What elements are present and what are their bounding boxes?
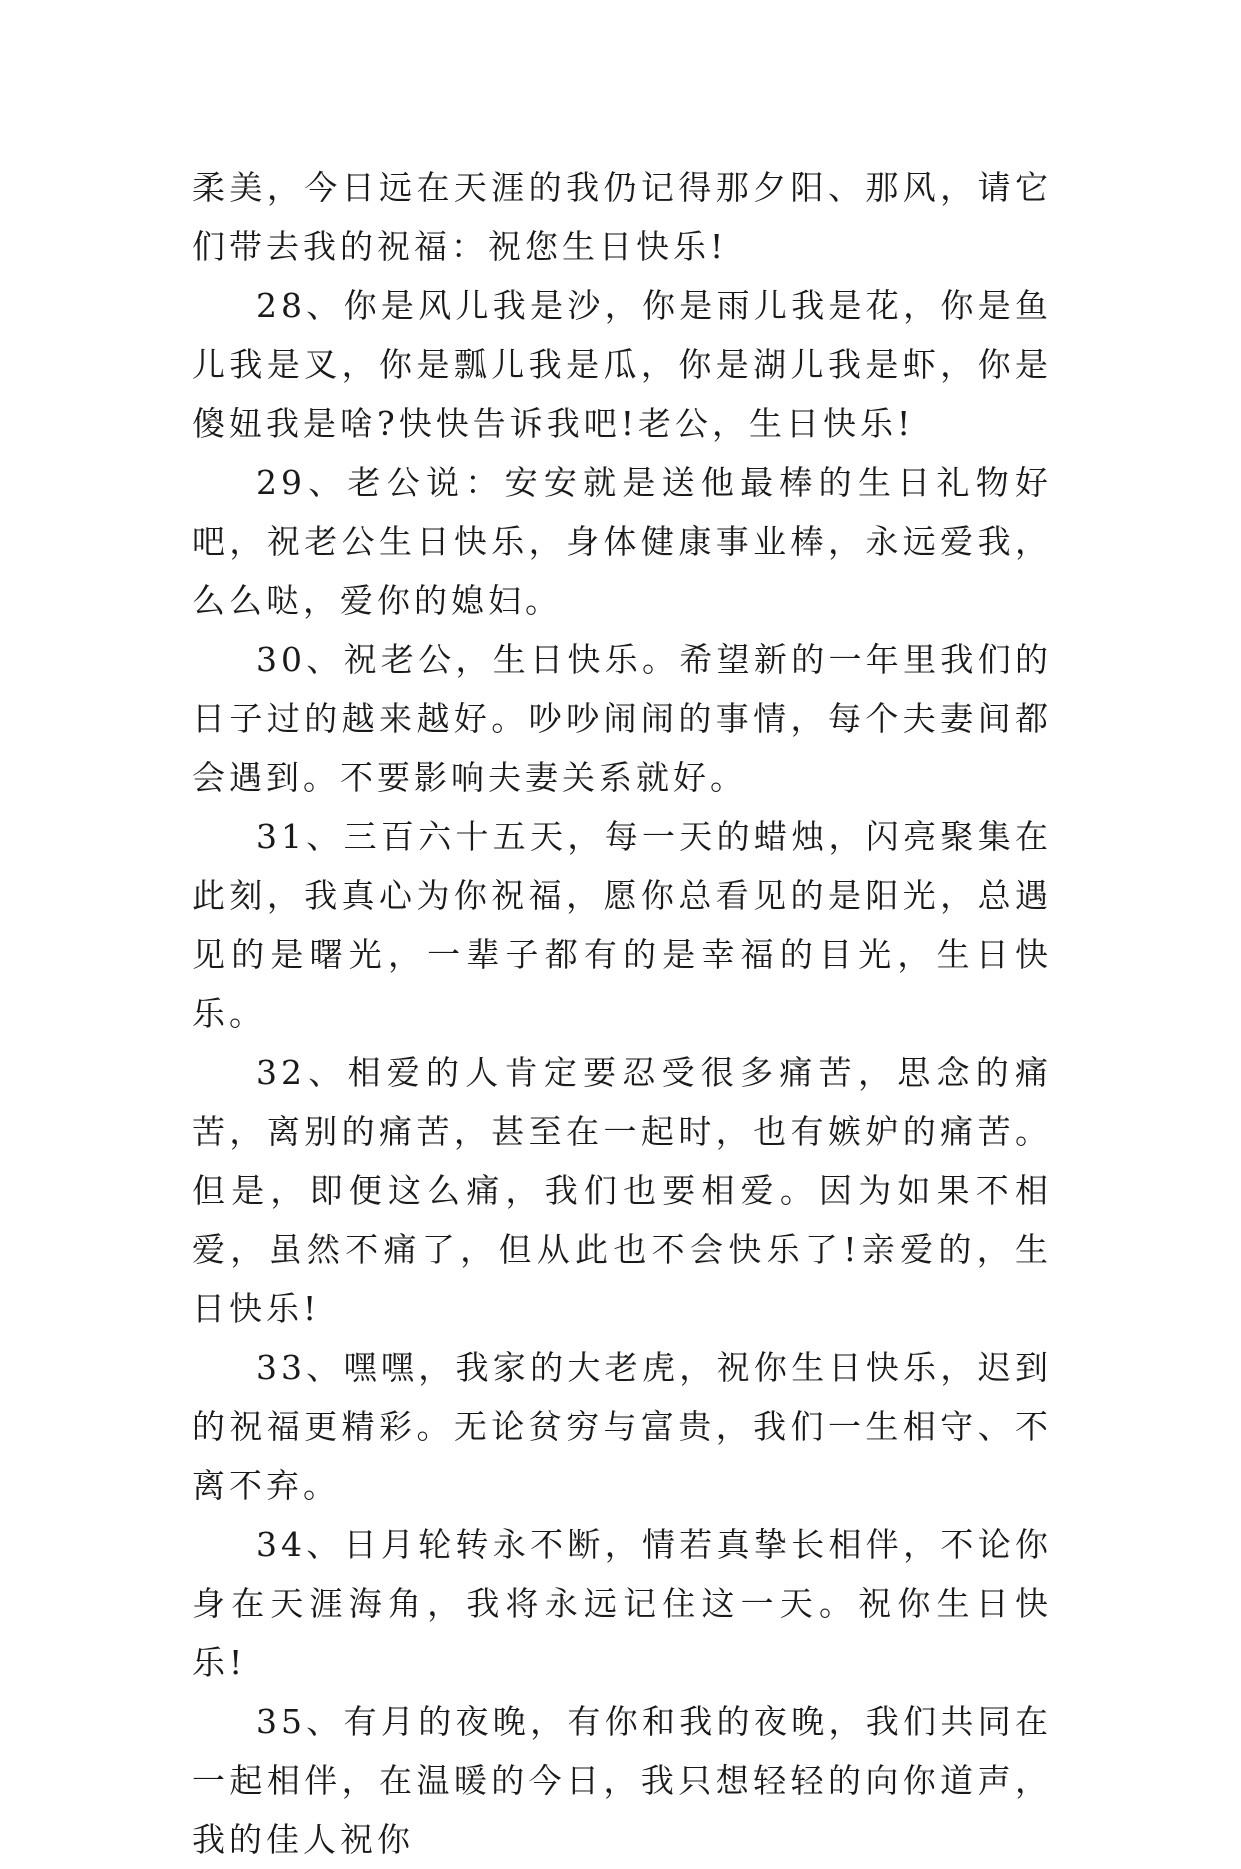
document-body [192, 158, 1052, 1869]
paragraph-34: 34、日月轮转永不断，情若真挚长相伴，不论你身在天涯海角，我将永远记住这一天。祝你生日快乐! [192, 1525, 1052, 1682]
paragraph-32: 32、相爱的人肯定要忍受很多痛苦，思念的痛苦，离别的痛苦，甚至在一起时，也有嫉妒的痛苦。但是，即便这么痛，我们也要相爱。因为如果不相爱，虽然不痛了，但从此也不会快乐了!亲爱的，生日快乐! [192, 1053, 1052, 1328]
paragraph-35: 35、有月的夜晚，有你和我的夜晚，我们共同在一起相伴，在温暖的今日，我只想轻轻的向你道声，我的佳人祝你 [192, 1702, 1052, 1859]
paragraph-29: 29、老公说：安安就是送他最棒的生日礼物好吧，祝老公生日快乐，身体健康事业棒，永远爱我，么么哒，爱你的媳妇。 [192, 463, 1052, 620]
paragraph-continuation: 柔美，今日远在天涯的我仍记得那夕阳、那风，请它们带去我的祝福：祝您生日快乐! [192, 168, 1052, 266]
paragraph-28: 28、你是风儿我是沙，你是雨儿我是花，你是鱼儿我是叉，你是瓢儿我是瓜，你是湖儿我是虾，你是傻妞我是啥?快快告诉我吧!老公，生日快乐! [192, 286, 1052, 443]
paragraph-31: 31、三百六十五天，每一天的蜡烛，闪亮聚集在此刻，我真心为你祝福，愿你总看见的是阳光，总遇见的是曙光，一辈子都有的是幸福的目光，生日快乐。 [192, 817, 1052, 1033]
paragraph-33: 33、嘿嘿，我家的大老虎，祝你生日快乐，迟到的祝福更精彩。无论贫穷与富贵，我们一生相守、不离不弃。 [192, 1348, 1052, 1505]
paragraph-30: 30、祝老公，生日快乐。希望新的一年里我们的日子过的越来越好。吵吵闹闹的事情，每个夫妻间都会遇到。不要影响夫妻关系就好。 [192, 640, 1052, 797]
